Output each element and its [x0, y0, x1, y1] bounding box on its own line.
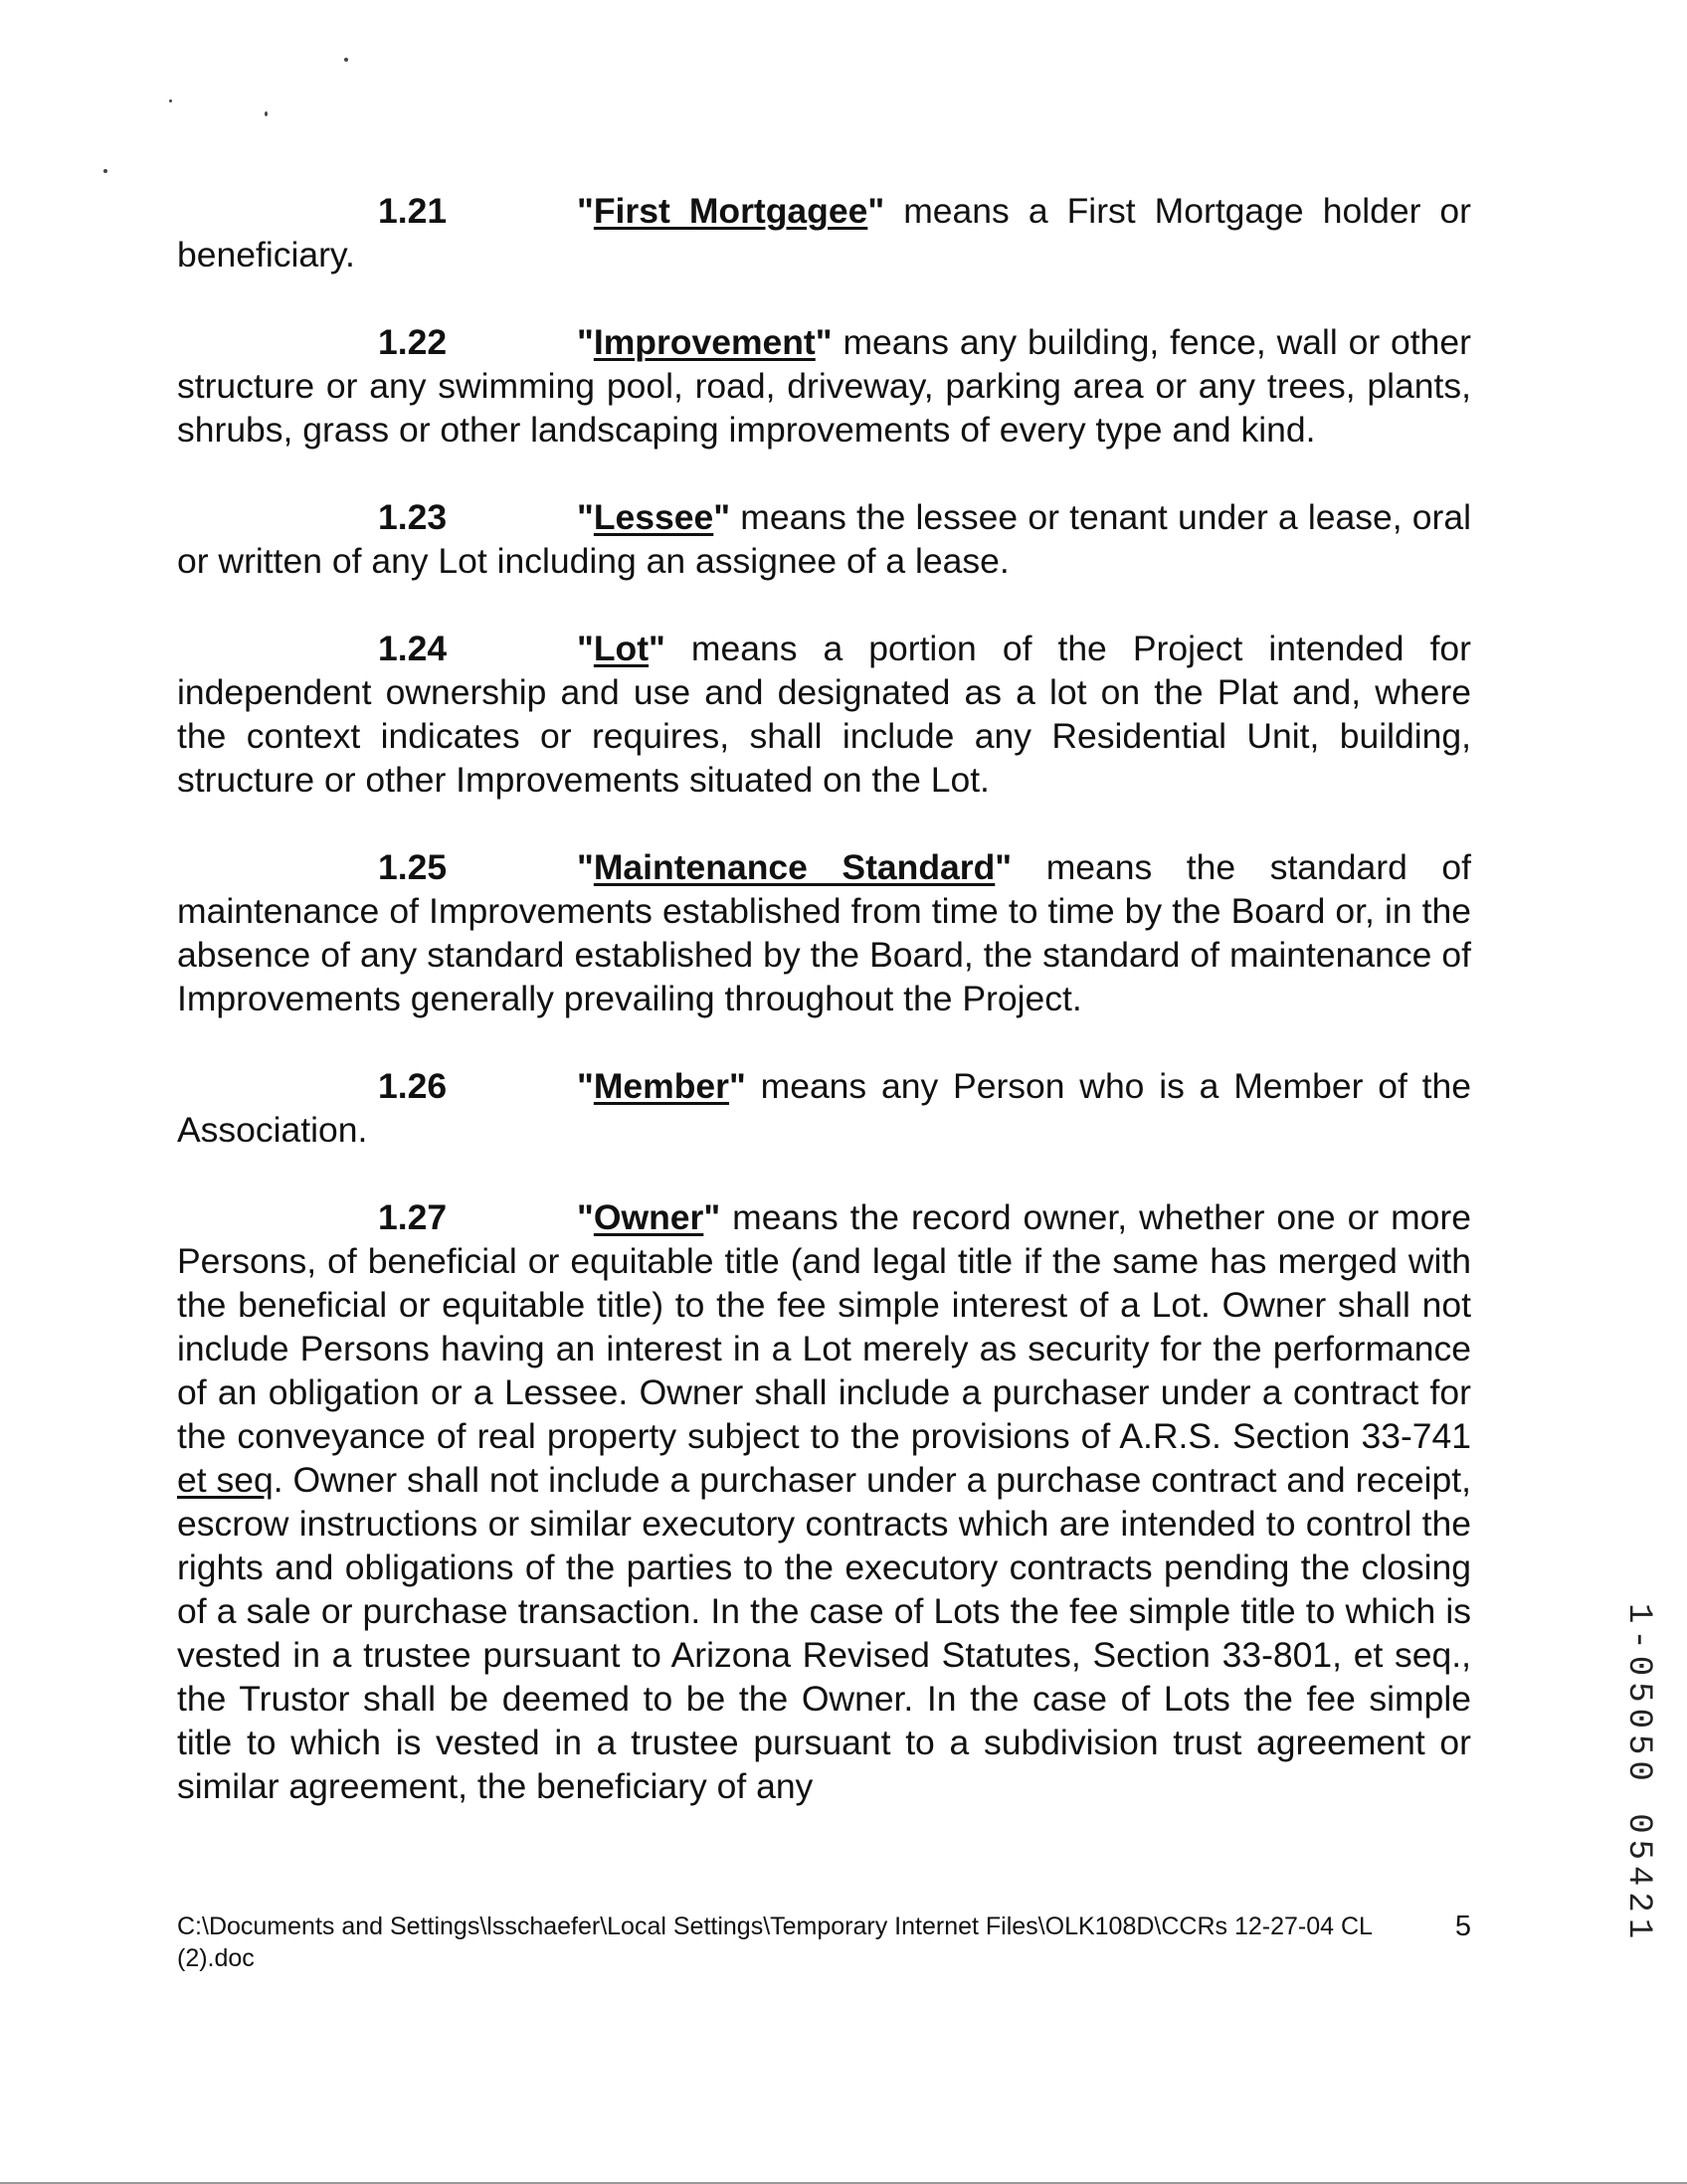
section-number: 1.21	[378, 191, 448, 231]
definition-1-21	[177, 189, 1471, 276]
section-number: 1.25	[378, 847, 448, 887]
definition-text: means any building, fence, wall or other structure or any swimming pool, road, driveway, parking area or any trees, plants, shrubs, grass or other landscaping improvements of every type and kind.	[177, 322, 1471, 450]
definition-1-23	[177, 495, 1471, 583]
defined-term: "Improvement"	[577, 322, 833, 362]
definition-text: means the lessee or tenant under a lease, oral or written of any Lot including an assignee of a lease.	[177, 497, 1471, 581]
defined-term: "Member"	[577, 1066, 746, 1106]
scan-speck	[265, 111, 268, 116]
latin-reference: et seq	[177, 1460, 274, 1500]
defined-term: "Lot"	[577, 629, 665, 668]
definition-1-27	[177, 1195, 1471, 1808]
defined-term: "First Mortgagee"	[577, 191, 885, 231]
page-footer	[177, 1911, 1471, 1974]
definition-1-26	[177, 1064, 1471, 1152]
section-number: 1.26	[378, 1066, 448, 1106]
definition-text: means any Person who is a Member of the Association.	[177, 1066, 1471, 1150]
file-path: C:\Documents and Settings\lsschaefer\Local Settings\Temporary Internet Files\OLK108D\CCRs 12-27-04 CL (2).doc	[177, 1912, 1373, 1972]
section-number: 1.23	[378, 497, 448, 537]
definition-1-25	[177, 845, 1471, 1020]
definition-text: means the record owner, whether one or more Persons, of beneficial or equitable title (and legal title if the same has merged with the beneficial or equitable title) to the fee simple interest of a Lot. Owner shall not include Persons having an interest in a Lot merely as security for the performance of an obligation or a Lessee. Owner shall include a purchaser under a contract for the conveyance of real property subject to the provisions of A.R.S. Section 33-741	[177, 1197, 1471, 1456]
scan-speck	[344, 58, 348, 62]
defined-term: "Owner"	[577, 1197, 721, 1237]
page-number: 5	[1454, 1911, 1471, 1942]
recording-stamp: 1-05050 05421	[1619, 1603, 1657, 1945]
definition-text: means the standard of maintenance of Improvements established from time to time by the Board or, in the absence of any standard established by the Board, the standard of maintenance of Improvements generally prevailing throughout the Project.	[177, 847, 1471, 1018]
definition-1-24	[177, 627, 1471, 802]
definition-text: means a First Mortgage holder or beneficiary.	[177, 191, 1471, 274]
definition-text-continued: . Owner shall not include a purchaser under a purchase contract and receipt, escrow instructions or similar executory contracts which are intended to control the rights and obligations of the parties to the executory contracts pending the closing of a sale or purchase transaction. In the case of Lots the fee simple title to which is vested in a trustee pursuant to Arizona Revised Statutes, Section 33-801, et seq., the Trustor shall be deemed to be the Owner. In the case of Lots the fee simple title to which is vested in a trustee pursuant to a subdivision trust agreement or similar agreement, the beneficiary of any	[177, 1460, 1471, 1806]
section-number: 1.24	[378, 629, 448, 668]
section-number: 1.22	[378, 322, 448, 362]
document-body	[177, 189, 1471, 1852]
definition-text: means a portion of the Project intended for independent ownership and use and designated as a lot on the Plat and, where the context indicates or requires, shall include any Residential Unit, building, structure or other Improvements situated on the Lot.	[177, 629, 1471, 800]
scan-speck	[169, 99, 172, 102]
definition-1-22	[177, 320, 1471, 452]
section-number: 1.27	[378, 1197, 448, 1237]
defined-term: "Lessee"	[577, 497, 731, 537]
defined-term: "Maintenance Standard"	[577, 847, 1013, 887]
scan-speck	[103, 169, 107, 173]
